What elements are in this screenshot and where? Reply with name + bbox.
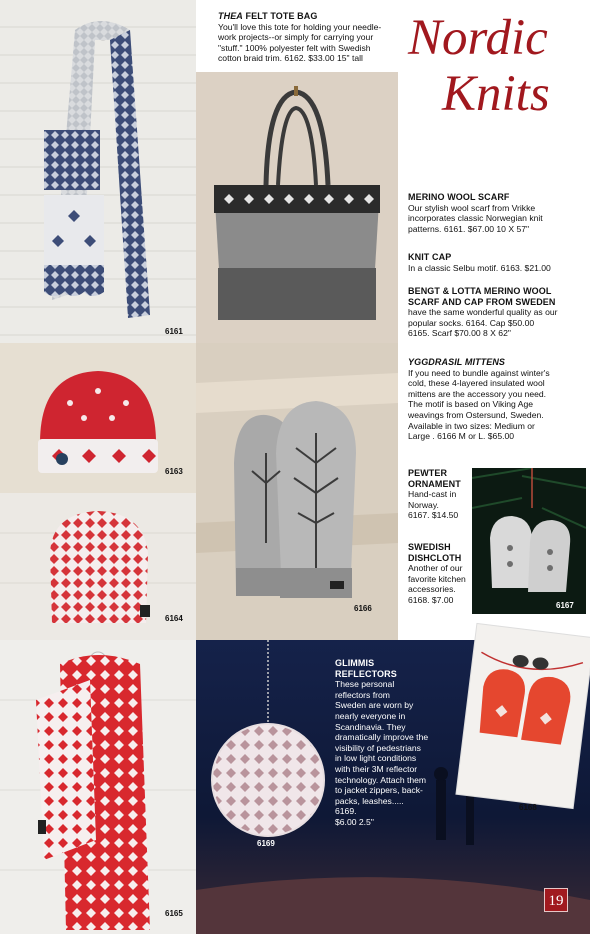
scarf-illustration — [0, 0, 196, 343]
dishcloth-description — [408, 542, 478, 606]
item-heading: MERINO WOOL SCARF — [408, 192, 510, 202]
tote-heading-rest: FELT TOTE BAG — [242, 11, 318, 21]
code-dishcloth: 6168 — [519, 803, 537, 812]
code-cap-red: 6163 — [165, 467, 183, 476]
item-heading: BENGT & LOTTA MERINO WOOL SCARF AND CAP FROM SWEDEN — [408, 286, 556, 307]
item-bengt-lotta — [408, 286, 588, 339]
red-scarf-illustration — [0, 640, 196, 934]
item-body: In a classic Selbu motif. 6163. $21.00 — [408, 262, 551, 273]
item-body: have the same wonderful quality as our popular socks. 6164. Cap $50.00 6165. Scarf $70.00 8 X 62" — [408, 307, 558, 339]
code-reflector: 6169 — [257, 839, 275, 848]
ornament-illustration — [472, 468, 586, 614]
dishcloth-illustration — [454, 621, 590, 811]
reflector-description — [335, 658, 443, 828]
tote-body: You'll love this tote for holding your needle- work projects--or simply for carrying your "stuff." 100% polyester felt with Swedish cotton braid trim. 6162. $33.00 15" tall — [218, 21, 382, 64]
reflector-heading: GLIMMIS REFLECTORS — [335, 658, 397, 679]
page-title — [402, 10, 590, 122]
title-line-2: Knits — [442, 66, 550, 122]
item-body: Our stylish wool scarf from Vrikke incorporates classic Norwegian knit patterns. 6161. $67.00 10 X 57" — [408, 202, 543, 234]
item-knit-cap — [408, 252, 588, 273]
page-number: 19 — [544, 888, 568, 912]
ornament-body: Hand-cast in Norway. 6167. $14.50 — [408, 489, 459, 521]
tote-description — [218, 11, 394, 64]
code-ornament: 6167 — [556, 601, 574, 610]
item-body: If you need to bundle against winter's cold, these 4-layered insulated wool mittens are the accessory you need. The motif is based on Viking Age weavings from Ostersund, Sweden. Available in two sizes: Medium or Large . 6166 M or L. $65.00 — [408, 367, 550, 442]
mittens-photo — [196, 343, 398, 640]
red-scarf-photo — [0, 640, 196, 934]
mittens-illustration — [196, 343, 398, 640]
tote-heading-italic: THEA — [218, 11, 243, 21]
ornament-description — [408, 468, 472, 521]
item-yggdrasil-mittens — [408, 357, 588, 442]
ornament-photo — [472, 468, 586, 614]
ornament-heading: PEWTER ORNAMENT — [408, 468, 461, 489]
code-cap-white: 6164 — [165, 614, 183, 623]
scarf-photo — [0, 0, 196, 343]
code-scarf: 6161 — [165, 327, 183, 336]
item-heading: KNIT CAP — [408, 252, 452, 262]
code-mittens: 6166 — [354, 604, 372, 613]
reflector-body: These personal reflectors from Sweden are worn by nearly everyone in Scandinavia. They dramatically improve the visibility of pedestrians in low light conditions with their 3M reflector technology. Attach them to jacket zippers, back- packs, leashes..... 6169. $6.00 2.5" — [335, 679, 429, 827]
dishcloth-heading: SWEDISH DISHCLOTH — [408, 542, 462, 563]
dishcloth-photo — [454, 621, 590, 811]
dishcloth-body: Another of our favorite kitchen accessories. 6168. $7.00 — [408, 563, 466, 605]
item-heading: YGGDRASIL MITTENS — [408, 357, 506, 367]
title-line-1: Nordic — [408, 10, 548, 66]
tote-heading — [218, 11, 394, 22]
code-scarf-red: 6165 — [165, 909, 183, 918]
item-merino-scarf — [408, 192, 588, 234]
